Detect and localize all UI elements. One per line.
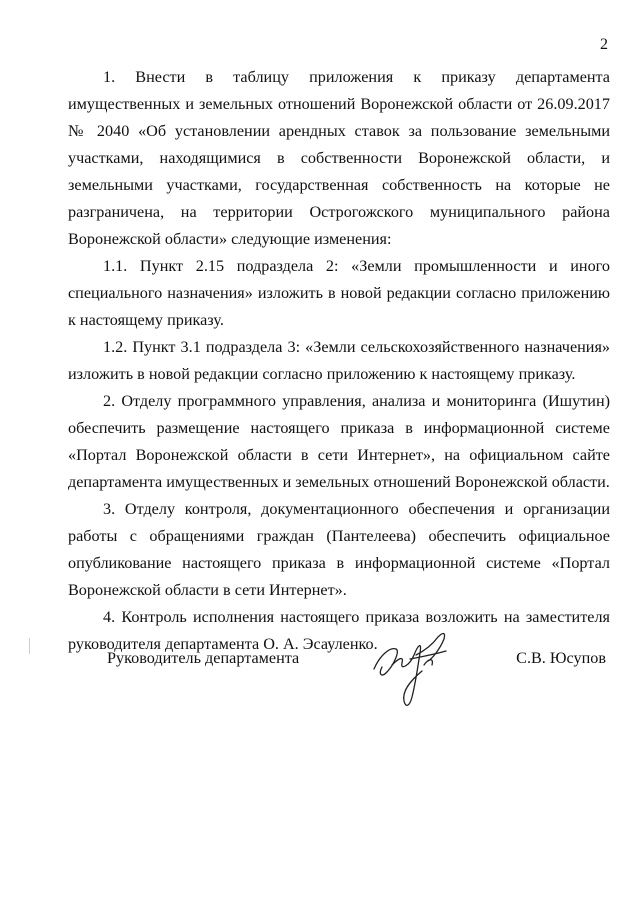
signatory-name: С.В. Юсупов (516, 649, 606, 667)
paragraph-item-3: 3. Отделу контроля, документационного обеспечения и организации работы с обращениями граждан (Пантелеева) обеспечить официальное опубликование настоящего приказа в информационной системе «Портал Воронежской области в сети Интернет». (68, 500, 610, 599)
signatory-title: Руководитель департамента (107, 649, 300, 667)
document-body (68, 64, 610, 658)
page-number: 2 (600, 36, 608, 53)
signature-block (68, 625, 610, 715)
paragraph-item-2: 2. Отделу программного управления, анализа и мониторинга (Ишутин) обеспечить размещение настоящего приказа в информационной системе «Портал Воронежской области в сети Интернет», на официальном сайте департамента имущественных и земельных отношений Воронежской области. (68, 392, 610, 491)
paragraph-item-1-2: 1.2. Пункт 3.1 подраздела 3: «Земли сельскохозяйственного назначения» изложить в новой редакции согласно приложению к настоящему приказу. (68, 338, 610, 383)
paragraph-item-1-1: 1.1. Пункт 2.15 подраздела 2: «Земли промышленности и иного специального назначения» изложить в новой редакции согласно приложению к настоящему приказу. (68, 257, 610, 329)
handwritten-signature (366, 625, 466, 715)
margin-mark (29, 638, 30, 654)
paragraph-item-1: 1. Внести в таблицу приложения к приказу департамента имущественных и земельных отношений Воронежской области от 26.09.2017 № 2040 «Об установлении арендных ставок за пользование земельными участками, находящимися в собственности Воронежской области, и земельными участками, государственная собственность на которые не разграничена, на территории Острогожского муниципального района Воронежской области» следующие изменения: (68, 68, 610, 248)
paragraph-item-4: 4. Контроль исполнения настоящего приказа возложить на заместителя руководителя департамента О. А. Эсауленко. (68, 608, 610, 653)
